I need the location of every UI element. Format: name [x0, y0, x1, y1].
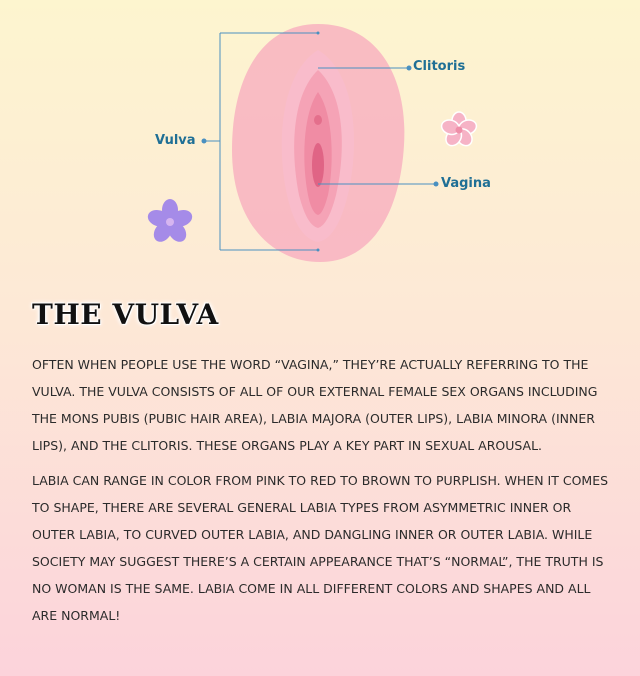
label-vulva: Vulva	[155, 133, 196, 148]
paragraph-1: OFTEN WHEN PEOPLE USE THE WORD “VAGINA,” THEY’RE ACTUALLY REFERRING TO THE VULVA. THE VULVA CONSISTS OF ALL OF OUR EXTERNAL FEMALE SEX ORGANS INCLUDING THE MONS PUBIS (PUBIC HAIR AREA), LABIA MAJORA (OUTER LIPS), LABIA MINORA (INNER LIPS), AND THE CLITORIS. THESE ORGANS PLAY A KEY PART IN SEXUAL AROUSAL.	[32, 357, 598, 453]
page-title: THE VULVA	[32, 298, 219, 331]
paragraph-2: LABIA CAN RANGE IN COLOR FROM PINK TO RED TO BROWN TO PURPLISH. WHEN IT COMES TO SHAPE, THERE ARE SEVERAL GENERAL LABIA TYPES FROM ASYMMETRIC INNER OR OUTER LABIA, TO CURVED OUTER LABIA, AND DANGLING INNER OR OUTER LABIA. WHILE SOCIETY MAY SUGGEST THERE’S A CERTAIN APPEARANCE THAT’S “NORMAL”, THE TRUTH IS NO WOMAN IS THE SAME. LABIA COME IN ALL DIFFERENT COLORS AND SHAPES AND ALL ARE NORMAL!	[32, 473, 609, 623]
label-vagina: Vagina	[441, 176, 491, 191]
label-clitoris: Clitoris	[413, 59, 466, 74]
purple-flower-icon	[146, 199, 195, 245]
pink-flower-icon	[440, 112, 479, 149]
vagina-mark	[312, 143, 324, 187]
clitoris-mark	[314, 115, 322, 125]
anatomy-diagram	[0, 0, 640, 290]
vulva-illustration	[0, 0, 640, 290]
